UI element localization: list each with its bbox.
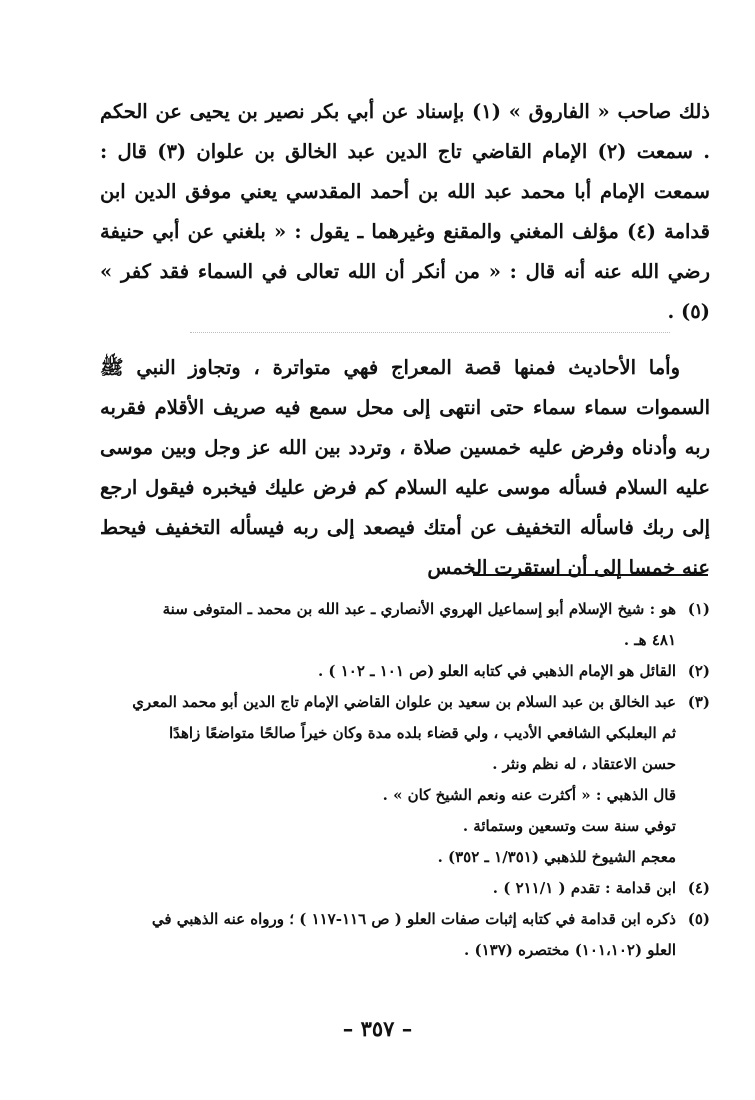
body-paragraph-1: ذلك صاحب « الفاروق » (١) بإسناد عن أبي بكر نصير بن يحيى عن الحكم . سمعت (٢) الإمام القاضي تاج الدين عبد الخالق بن علوان (٣) قال : سمعت الإمام أبا محمد عبد الله بن أحمد المقدسي يعني موفق الدين ابن قدامة (٤) مؤلف المغني والمقنع وغيرهما ـ يقول : « بلغني عن أبي حنيفة رضي الله عنه أنه قال : « من أنكر أن الله تعالى في السماء فقد كفر » (٥) .: [100, 100, 711, 323]
footnotes: [90, 594, 710, 966]
footnote-3: [90, 687, 710, 873]
footnote-text: [90, 687, 676, 873]
footnote-2: [90, 656, 710, 687]
main-text: [100, 92, 710, 588]
footnote-text: [90, 873, 676, 904]
page-number: – ٣٥٧ –: [342, 1016, 413, 1041]
footnote-number: (٢): [687, 662, 710, 680]
footnote-number: (٤): [687, 879, 710, 897]
footnote-line: قال الذهبي : « أكثرت عنه ونعم الشيخ كان » .: [382, 786, 676, 804]
footnote-line: ثم البعلبكي الشافعي الأديب ، ولي قضاء بلده مدة وكان خيراً صالحًا متواضعًا زاهدًا: [168, 724, 676, 742]
footnote-number: (٥): [687, 910, 710, 928]
footnote-line: توفي سنة ست وتسعين وستمائة .: [462, 817, 676, 835]
footnote-line: القائل هو الإمام الذهبي في كتابه العلو (ص ١٠١ ـ ١٠٢ ) .: [317, 662, 676, 680]
footnote-1: [90, 594, 710, 656]
footnote-line: ذكره ابن قدامة في كتابه إثبات صفات العلو ( ص ١١٦-١١٧ ) ؛ ورواه عنه الذهبي في: [151, 910, 676, 928]
footnote-4: [90, 873, 710, 904]
footnote-text: [90, 904, 676, 966]
footnote-line: عبد الخالق بن عبد السلام بن سعيد بن علوان القاضي الإمام تاج الدين أبو محمد المعري: [132, 693, 676, 711]
footnote-number: (١): [687, 600, 710, 618]
footnote-text: [90, 594, 676, 656]
footnote-text: [90, 656, 676, 687]
footnote-separator: [473, 574, 708, 576]
footnote-line: ٤٨١ هـ .: [623, 631, 676, 649]
paragraph-divider: [190, 332, 670, 333]
footnote-5: [90, 904, 710, 966]
footnote-line: حسن الاعتقاد ، له نظم ونثر .: [492, 755, 676, 773]
footnote-number: (٣): [687, 693, 710, 711]
body-paragraph-2: وأما الأحاديث فمنها قصة المعراج فهي متواترة ، وتجاوز النبي ﷺ السموات سماء سماء حتى انتهى إلى محل سمع فيه صريف الأقلام فقربه ربه وأدناه وفرض عليه خمسين صلاة ، وتردد بين الله عز وجل وبين موسى عليه السلام فسأله موسى عليه السلام كم فرض عليك فيخبره فيقول ارجع إلى ربك فاسأله التخفيف عن أمتك فيصعد إلى ربه فيسأله التخفيف فيحط عنه خمسا إلى أن استقرت الخمس: [100, 356, 710, 579]
footnote-line: ابن قدامة : تقدم ( ٢١١/١ ) .: [492, 879, 676, 897]
footnote-line: العلو (١٠١،١٠٢) مختصره (١٣٧) .: [464, 941, 676, 959]
footnote-line: هو : شيخ الإسلام أبو إسماعيل الهروي الأنصاري ـ عبد الله بن محمد ـ المتوفى سنة: [162, 600, 676, 618]
footnote-line: معجم الشيوخ للذهبي (١/٣٥١ ـ ٣٥٢) .: [437, 848, 676, 866]
